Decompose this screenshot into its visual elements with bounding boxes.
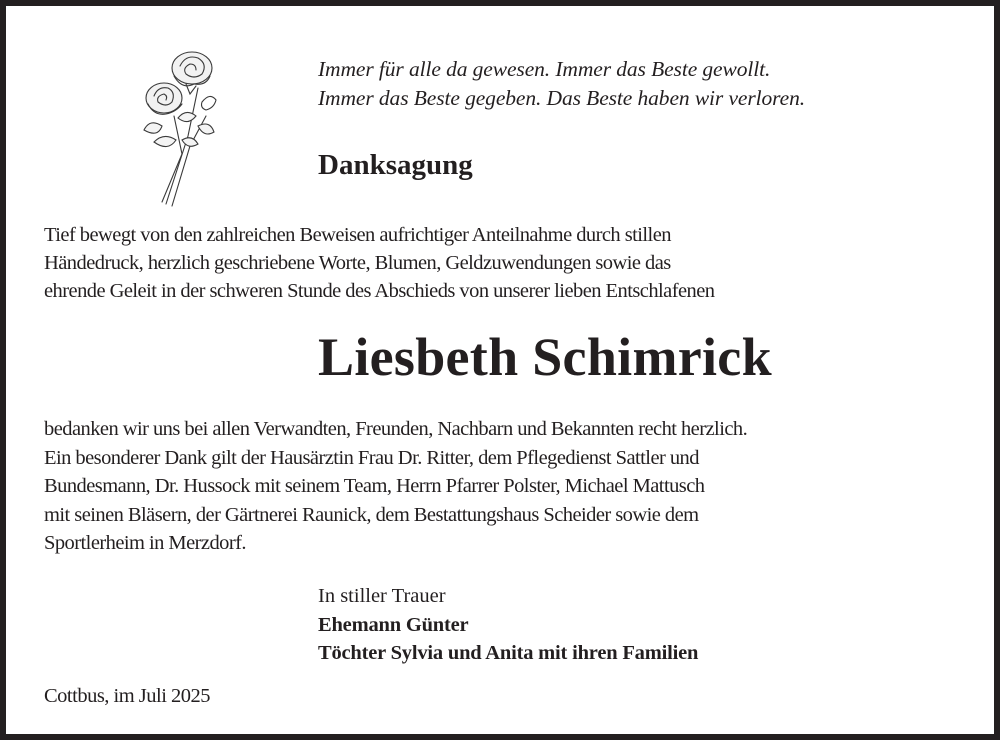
thanks-paragraph	[44, 415, 747, 558]
notice-heading: Danksagung	[318, 149, 473, 181]
text-line: mit seinen Bläsern, der Gärtnerei Raunick, dem Bestattungshaus Scheider sowie dem	[44, 503, 699, 526]
signature-intro: In stiller Trauer	[318, 585, 446, 607]
rose-bouquet-icon	[126, 46, 236, 208]
deceased-name: Liesbeth Schimrick	[318, 327, 772, 387]
text-line: Bundesmann, Dr. Hussock mit seinem Team, Herrn Pfarrer Polster, Michael Mattusch	[44, 475, 705, 497]
text-line: Sportlerheim in Merzdorf.	[44, 532, 247, 554]
signature-block	[318, 582, 698, 668]
motto-line: Immer für alle da gewesen. Immer das Beste gewollt.	[318, 57, 771, 81]
motto-line: Immer das Beste gegeben. Das Beste haben wir verloren.	[318, 86, 805, 110]
motto-quote	[318, 55, 805, 113]
text-line: bedanken wir uns bei allen Verwandten, Freunden, Nachbarn und Bekannten recht herzlich.	[44, 418, 748, 440]
text-line: ehrende Geleit in der schweren Stunde des Abschieds von unserer lieben Entschlafenen	[44, 280, 715, 302]
place-and-date: Cottbus, im Juli 2025	[44, 685, 211, 707]
intro-paragraph	[44, 221, 715, 305]
mourner-name: Töchter Sylvia und Anita mit ihren Familien	[318, 642, 699, 664]
mourner-name: Ehemann Günter	[318, 613, 469, 636]
text-line: Händedruck, herzlich geschriebene Worte, Blumen, Geldzuwendungen sowie das	[44, 252, 671, 274]
text-line: Ein besonderer Dank gilt der Hausärztin Frau Dr. Ritter, dem Pflegedienst Sattler und	[44, 446, 699, 469]
text-line: Tief bewegt von den zahlreichen Beweisen aufrichtiger Anteilnahme durch stillen	[44, 224, 671, 246]
